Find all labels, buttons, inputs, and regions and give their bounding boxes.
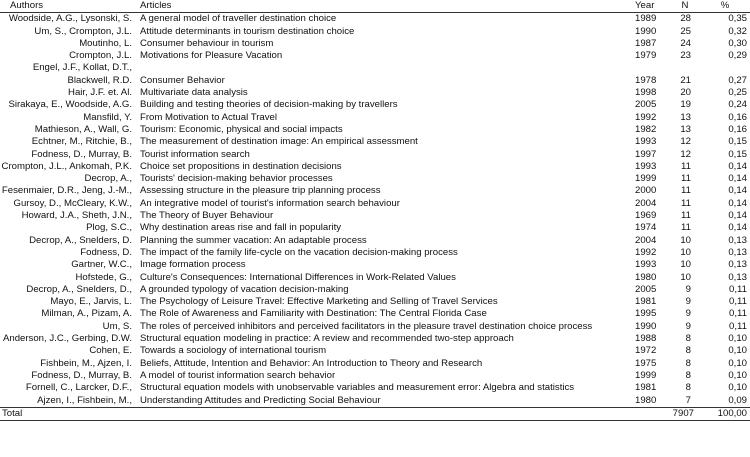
cell-n: 9 bbox=[685, 320, 691, 332]
cell-percent: 0,14 bbox=[728, 222, 747, 234]
cell-year: 2004 bbox=[635, 197, 657, 209]
author-line: Sirakaya, E., Woodside, A.G. bbox=[8, 99, 132, 111]
author-line: Blackwell, R.D. bbox=[67, 74, 132, 86]
author-line: Crompton, J.L., Ankomah, P.K. bbox=[1, 160, 132, 172]
cell-percent: 0,10 bbox=[728, 345, 747, 357]
cell-n: 8 bbox=[685, 333, 691, 345]
cell-authors bbox=[0, 161, 135, 173]
cell-year: 1980 bbox=[635, 394, 657, 406]
table-row bbox=[0, 26, 750, 38]
author-line: Mayo, E., Jarvis, L. bbox=[50, 296, 132, 308]
cell-article: The Theory of Buyer Behaviour bbox=[140, 210, 274, 222]
cell-article: Why destination areas rise and fall in popularity bbox=[140, 222, 342, 234]
table-body bbox=[0, 13, 750, 408]
author-line: Um, S., Crompton, J.L. bbox=[34, 25, 132, 37]
cell-article: The measurement of destination image: An empirical assessment bbox=[140, 136, 418, 148]
cell-year: 1981 bbox=[635, 296, 657, 308]
cell-year: 1981 bbox=[635, 382, 657, 394]
author-line: Fornell, C., Larcker, D.F., bbox=[25, 382, 132, 394]
author-line: Mathieson, A., Wall, G. bbox=[34, 123, 132, 135]
table-row bbox=[0, 358, 750, 370]
cell-percent: 0,35 bbox=[728, 13, 747, 25]
cell-authors bbox=[0, 50, 135, 62]
cell-authors bbox=[0, 99, 135, 111]
total-percent: 100,00 bbox=[700, 407, 750, 420]
cell-percent: 0,14 bbox=[728, 160, 747, 172]
cell-authors bbox=[0, 259, 135, 271]
cell-percent: 0,16 bbox=[728, 123, 747, 135]
cell-n: 9 bbox=[685, 283, 691, 295]
table-row bbox=[0, 87, 750, 99]
cell-n: 11 bbox=[681, 210, 691, 222]
table-row bbox=[0, 13, 750, 26]
cell-n: 10 bbox=[680, 271, 691, 283]
header-articles: Articles bbox=[135, 0, 633, 13]
cell-percent: 0,16 bbox=[728, 111, 747, 123]
cell-article: Planning the summer vacation: An adaptable process bbox=[140, 234, 367, 246]
cell-percent: 0,13 bbox=[728, 234, 747, 246]
table-row bbox=[0, 333, 750, 345]
cell-n: 11 bbox=[681, 173, 691, 185]
author-line: Fodness, D., Murray, B. bbox=[31, 148, 132, 160]
author-line: Ajzen, I., Fishbein, M., bbox=[37, 394, 132, 406]
cell-n: 7 bbox=[685, 394, 691, 406]
cell-n: 12 bbox=[680, 136, 691, 148]
table-row bbox=[0, 173, 750, 185]
cell-n: 11 bbox=[681, 160, 691, 172]
cell-year: 1990 bbox=[635, 320, 657, 332]
author-line: Crompton, J.L. bbox=[69, 50, 132, 62]
cell-authors bbox=[0, 284, 135, 296]
table-row bbox=[0, 136, 750, 148]
table-row bbox=[0, 210, 750, 222]
cell-percent: 0,11 bbox=[729, 283, 747, 295]
author-line: Milman, A., Pizam, A. bbox=[41, 308, 132, 320]
cell-article: Structural equation models with unobservable variables and measurement error: Algebra and statistics bbox=[140, 382, 575, 394]
cell-year: 1993 bbox=[635, 136, 657, 148]
cell-n: 21 bbox=[680, 74, 691, 86]
cell-authors bbox=[0, 26, 135, 38]
cell-n: 12 bbox=[680, 148, 691, 160]
author-line: Decrop, A., Snelders, D. bbox=[29, 234, 132, 246]
table-row bbox=[0, 38, 750, 50]
cell-percent: 0,10 bbox=[728, 333, 747, 345]
cell-n: 8 bbox=[685, 369, 691, 381]
author-line: Plog, S.C., bbox=[86, 222, 132, 234]
cell-authors bbox=[0, 272, 135, 284]
cell-article: Attitude determinants in tourism destination choice bbox=[140, 25, 355, 37]
cell-percent: 0,10 bbox=[728, 357, 747, 369]
author-line: Howard, J.A., Sheth, J.N., bbox=[21, 210, 132, 222]
cell-year: 2000 bbox=[635, 185, 657, 197]
cell-percent: 0,11 bbox=[729, 308, 747, 320]
author-line: Gursoy, D., McCleary, K.W., bbox=[13, 197, 132, 209]
cell-n: 20 bbox=[680, 87, 691, 99]
cell-authors bbox=[0, 370, 135, 382]
cell-percent: 0,14 bbox=[728, 173, 747, 185]
author-line: Fesenmaier, D.R., Jeng, J.-M., bbox=[1, 185, 132, 197]
cell-authors bbox=[0, 112, 135, 124]
cell-n: 19 bbox=[680, 99, 691, 111]
header-percent: % bbox=[700, 0, 750, 13]
cell-authors bbox=[0, 321, 135, 333]
author-line: Hofstede, G., bbox=[75, 271, 132, 283]
cell-percent: 0,30 bbox=[728, 37, 747, 49]
author-line: Moutinho, L. bbox=[79, 37, 132, 49]
cell-year: 1975 bbox=[635, 357, 657, 369]
cell-authors bbox=[0, 395, 135, 408]
total-row bbox=[0, 407, 750, 420]
cell-year: 1997 bbox=[635, 148, 657, 160]
author-line: Echtner, M., Ritchie, B., bbox=[31, 136, 132, 148]
cell-n: 11 bbox=[681, 185, 691, 197]
header-authors: Authors bbox=[0, 0, 135, 13]
table-row bbox=[0, 185, 750, 197]
cell-article: Consumer behaviour in tourism bbox=[140, 37, 274, 49]
cell-year: 1992 bbox=[635, 246, 657, 258]
cell-authors bbox=[0, 124, 135, 136]
cell-percent: 0,14 bbox=[728, 210, 747, 222]
cell-year: 1974 bbox=[635, 222, 657, 234]
cell-year: 1990 bbox=[635, 25, 657, 37]
cell-percent: 0,14 bbox=[728, 197, 747, 209]
cell-article: Choice set propositions in destination decisions bbox=[140, 160, 342, 172]
cell-n: 28 bbox=[680, 13, 691, 25]
author-line: Gartner, W.C., bbox=[71, 259, 132, 271]
cell-article: A grounded typology of vacation decision-making bbox=[140, 283, 349, 295]
cell-percent: 0,32 bbox=[728, 25, 747, 37]
author-line: Fodness, D., Murray, B. bbox=[31, 369, 132, 381]
cell-article: The Psychology of Leisure Travel: Effective Marketing and Selling of Travel Services bbox=[140, 296, 498, 308]
cell-authors bbox=[0, 173, 135, 185]
cell-authors bbox=[0, 296, 135, 308]
cell-year: 1988 bbox=[635, 333, 657, 345]
total-n: 7907 bbox=[670, 407, 700, 420]
cell-percent: 0,10 bbox=[728, 369, 747, 381]
cell-year: 1972 bbox=[635, 345, 657, 357]
cell-authors bbox=[0, 247, 135, 259]
cell-year: 1993 bbox=[635, 259, 657, 271]
cell-authors bbox=[0, 345, 135, 357]
cell-article: Tourist information search bbox=[140, 148, 250, 160]
cell-authors bbox=[0, 308, 135, 320]
cell-percent: 0,27 bbox=[728, 74, 747, 86]
cell-authors bbox=[0, 210, 135, 222]
cell-article: Tourism: Economic, physical and social impacts bbox=[140, 123, 343, 135]
author-line: Engel, J.F., Kollat, D.T., bbox=[32, 62, 132, 74]
cell-percent: 0,11 bbox=[729, 296, 747, 308]
author-line: Mansfild, Y. bbox=[83, 111, 132, 123]
cell-n: 11 bbox=[681, 222, 691, 234]
cell-percent: 0,13 bbox=[728, 271, 747, 283]
table-row bbox=[0, 247, 750, 259]
table-row bbox=[0, 308, 750, 320]
cell-n: 13 bbox=[680, 123, 691, 135]
author-line: Hair, J.F. et. Al. bbox=[68, 87, 132, 99]
cell-n: 10 bbox=[680, 246, 691, 258]
cell-year: 1989 bbox=[635, 13, 657, 25]
header-year: Year bbox=[633, 0, 670, 13]
cell-year: 2004 bbox=[635, 234, 657, 246]
cell-article: Structural equation modeling in practice: A review and recommended two-step approach bbox=[140, 333, 514, 345]
cell-percent: 0,11 bbox=[729, 320, 747, 332]
table-row bbox=[0, 149, 750, 161]
cell-year: 1995 bbox=[635, 308, 657, 320]
cell-year: 1992 bbox=[635, 111, 657, 123]
cell-n: 23 bbox=[680, 50, 691, 62]
cell-authors bbox=[0, 149, 135, 161]
cell-year: 2005 bbox=[635, 283, 657, 295]
cell-percent: 0,24 bbox=[728, 99, 747, 111]
cell-authors bbox=[0, 136, 135, 148]
table-row bbox=[0, 124, 750, 136]
cell-percent: 0,15 bbox=[728, 148, 747, 160]
cell-year: 1969 bbox=[635, 210, 657, 222]
cell-n: 9 bbox=[685, 308, 691, 320]
table-row bbox=[0, 272, 750, 284]
cell-year: 2005 bbox=[635, 99, 657, 111]
cell-article: Consumer Behavior bbox=[140, 74, 225, 86]
cell-authors bbox=[0, 333, 135, 345]
table-row bbox=[0, 296, 750, 308]
cell-percent: 0,10 bbox=[728, 382, 747, 394]
cell-article: Tourists' decision-making behavior processes bbox=[140, 173, 333, 185]
table-row bbox=[0, 50, 750, 62]
cell-percent: 0,15 bbox=[728, 136, 747, 148]
cell-year: 1979 bbox=[635, 50, 657, 62]
cell-authors bbox=[0, 235, 135, 247]
cell-authors bbox=[0, 198, 135, 210]
cell-article: A general model of traveller destination choice bbox=[140, 13, 337, 25]
cell-year: 1999 bbox=[635, 369, 657, 381]
cell-article: Beliefs, Attitude, Intention and Behavior: An Introduction to Theory and Research bbox=[140, 357, 483, 369]
cell-article: Building and testing theories of decision-making by travellers bbox=[140, 99, 398, 111]
table-row bbox=[0, 382, 750, 394]
cell-n: 24 bbox=[680, 37, 691, 49]
cell-n: 8 bbox=[685, 345, 691, 357]
cell-percent: 0,13 bbox=[728, 259, 747, 271]
cell-year: 1978 bbox=[635, 74, 657, 86]
table-row bbox=[0, 222, 750, 234]
author-line: Decrop, A., Snelders, D., bbox=[26, 283, 132, 295]
cell-authors bbox=[0, 358, 135, 370]
cell-n: 11 bbox=[681, 197, 691, 209]
cell-n: 25 bbox=[680, 25, 691, 37]
cell-article: Multivariate data analysis bbox=[140, 87, 248, 99]
table-row bbox=[0, 198, 750, 210]
table-row bbox=[0, 62, 750, 87]
table-header-row bbox=[0, 0, 750, 13]
author-line: Decrop, A., bbox=[84, 173, 132, 185]
cell-year: 1998 bbox=[635, 87, 657, 99]
cell-percent: 0,13 bbox=[728, 246, 747, 258]
cell-percent: 0,09 bbox=[728, 394, 747, 406]
table-row bbox=[0, 161, 750, 173]
table-row bbox=[0, 321, 750, 333]
author-line: Fishbein, M., Ajzen, I. bbox=[40, 357, 132, 369]
cell-article: From Motivation to Actual Travel bbox=[140, 111, 278, 123]
cell-year: 1980 bbox=[635, 271, 657, 283]
table-row bbox=[0, 395, 750, 408]
cell-article: Motivations for Pleasure Vacation bbox=[140, 50, 283, 62]
author-line: Woodside, A.G., Lysonski, S. bbox=[8, 13, 132, 25]
cell-percent: 0,29 bbox=[728, 50, 747, 62]
header-n: N bbox=[670, 0, 700, 13]
author-line: Um, S. bbox=[102, 320, 132, 332]
cell-n: 13 bbox=[680, 111, 691, 123]
cell-authors bbox=[0, 185, 135, 197]
cell-authors bbox=[0, 382, 135, 394]
cell-year: 1987 bbox=[635, 37, 657, 49]
cell-article: The impact of the family life-cycle on the vacation decision-making process bbox=[140, 246, 458, 258]
table-row bbox=[0, 345, 750, 357]
cell-article: A model of tourist information search behavior bbox=[140, 369, 336, 381]
author-line: Anderson, J.C., Gerbing, D.W. bbox=[2, 333, 132, 345]
cell-article: The roles of perceived inhibitors and perceived facilitators in the pleasure travel destination choice process bbox=[140, 320, 593, 332]
cell-n: 10 bbox=[680, 259, 691, 271]
cell-authors bbox=[0, 87, 135, 99]
table-row bbox=[0, 259, 750, 271]
cell-year: 1993 bbox=[635, 160, 657, 172]
cell-authors bbox=[0, 13, 135, 26]
table-row bbox=[0, 112, 750, 124]
cell-article: Culture's Consequences: International Differences in Work-Related Values bbox=[140, 271, 456, 283]
cell-n: 9 bbox=[685, 296, 691, 308]
cell-article: Assessing structure in the pleasure trip planning process bbox=[140, 185, 381, 197]
cell-article: An integrative model of tourist's information search behaviour bbox=[140, 197, 400, 209]
cell-year: 1982 bbox=[635, 123, 657, 135]
total-label: Total bbox=[0, 407, 670, 420]
cell-article: Image formation process bbox=[140, 259, 246, 271]
author-line: Cohen, E. bbox=[89, 345, 132, 357]
author-line: Fodness, D. bbox=[80, 246, 132, 258]
cell-n: 8 bbox=[685, 382, 691, 394]
cell-percent: 0,14 bbox=[728, 185, 747, 197]
table-row bbox=[0, 235, 750, 247]
cell-article: The Role of Awareness and Familiarity with Destination: The Central Florida Case bbox=[140, 308, 487, 320]
cell-year: 1999 bbox=[635, 173, 657, 185]
cell-article: Towards a sociology of international tourism bbox=[140, 345, 327, 357]
table-row bbox=[0, 370, 750, 382]
cell-percent: 0,25 bbox=[728, 87, 747, 99]
cell-authors bbox=[0, 62, 135, 87]
cell-n: 8 bbox=[685, 357, 691, 369]
cell-article: Understanding Attitudes and Predicting Social Behaviour bbox=[140, 394, 381, 406]
table-row bbox=[0, 99, 750, 111]
cell-authors bbox=[0, 222, 135, 234]
cell-n: 10 bbox=[680, 234, 691, 246]
cell-authors bbox=[0, 38, 135, 50]
table-row bbox=[0, 284, 750, 296]
